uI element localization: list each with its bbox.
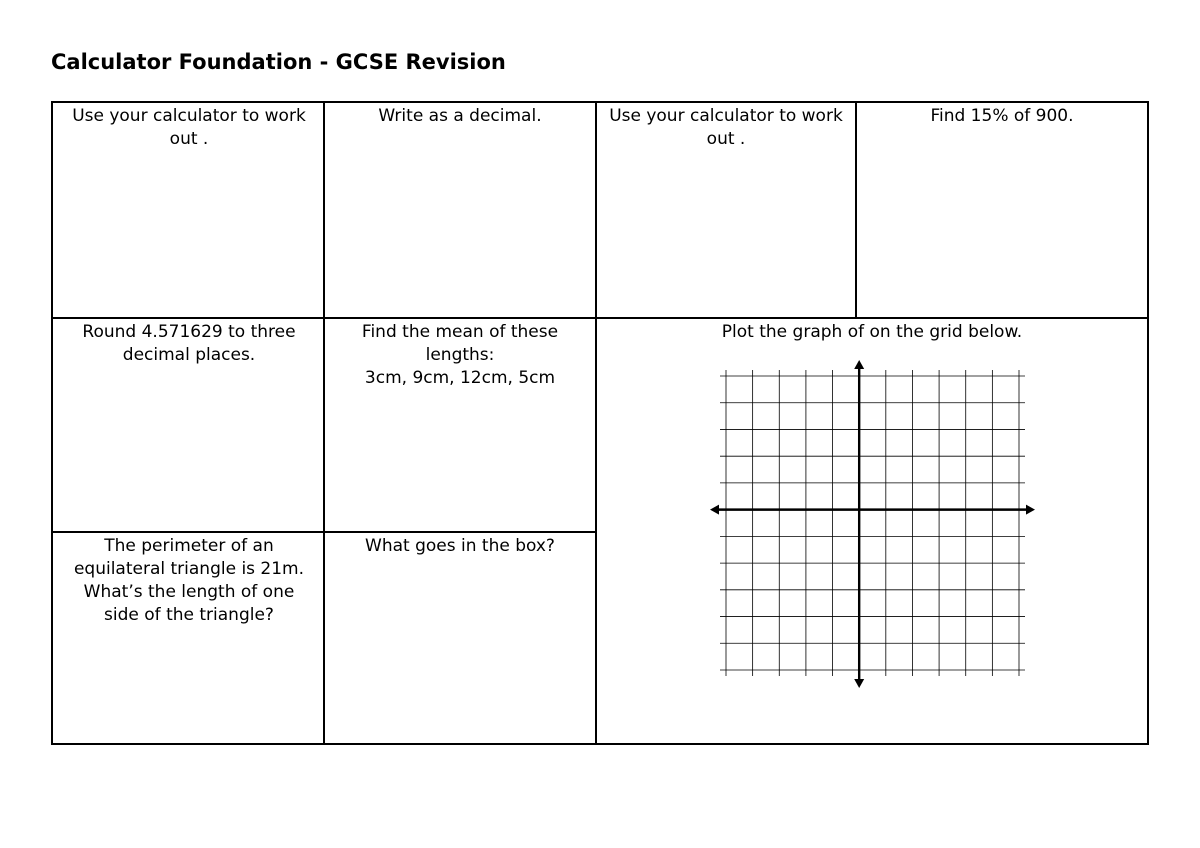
question-cell-rounding [53,319,325,531]
question-cell-decimal [325,103,595,317]
question-text: Find 15% of 900. [930,106,1074,126]
y-axis-arrow-up-icon [854,360,864,369]
question-text: Write as a decimal. [378,106,542,126]
question-cell-box [325,533,595,743]
x-axis-arrow-right-icon [1026,505,1035,515]
coordinate-grid-svg [710,360,1035,688]
question-text: What goes in the box? [365,536,555,556]
question-cell-calc-1 [53,103,325,317]
question-cell-percentage [857,103,1147,317]
question-text: Find the mean of these lengths: [361,322,559,365]
page-title: Calculator Foundation - GCSE Revision [51,50,506,74]
coordinate-grid[interactable] [710,360,1035,688]
question-cell-perimeter [53,533,325,743]
question-cell-calc-2 [597,103,855,317]
question-text: The perimeter of an equilateral triangle is 21m. What’s the length of one side of the triangle? [73,536,305,625]
question-text: Use your calculator to work out . [72,106,306,149]
y-axis-arrow-down-icon [854,679,864,688]
question-text: Round 4.571629 to three decimal places. [82,322,296,365]
x-axis-arrow-left-icon [710,505,719,515]
question-text: Use your calculator to work out . [609,106,843,149]
question-text: Plot the graph of on the grid below. [721,322,1023,342]
question-data-values: 3cm, 9cm, 12cm, 5cm [364,368,556,388]
question-cell-mean [325,319,595,531]
